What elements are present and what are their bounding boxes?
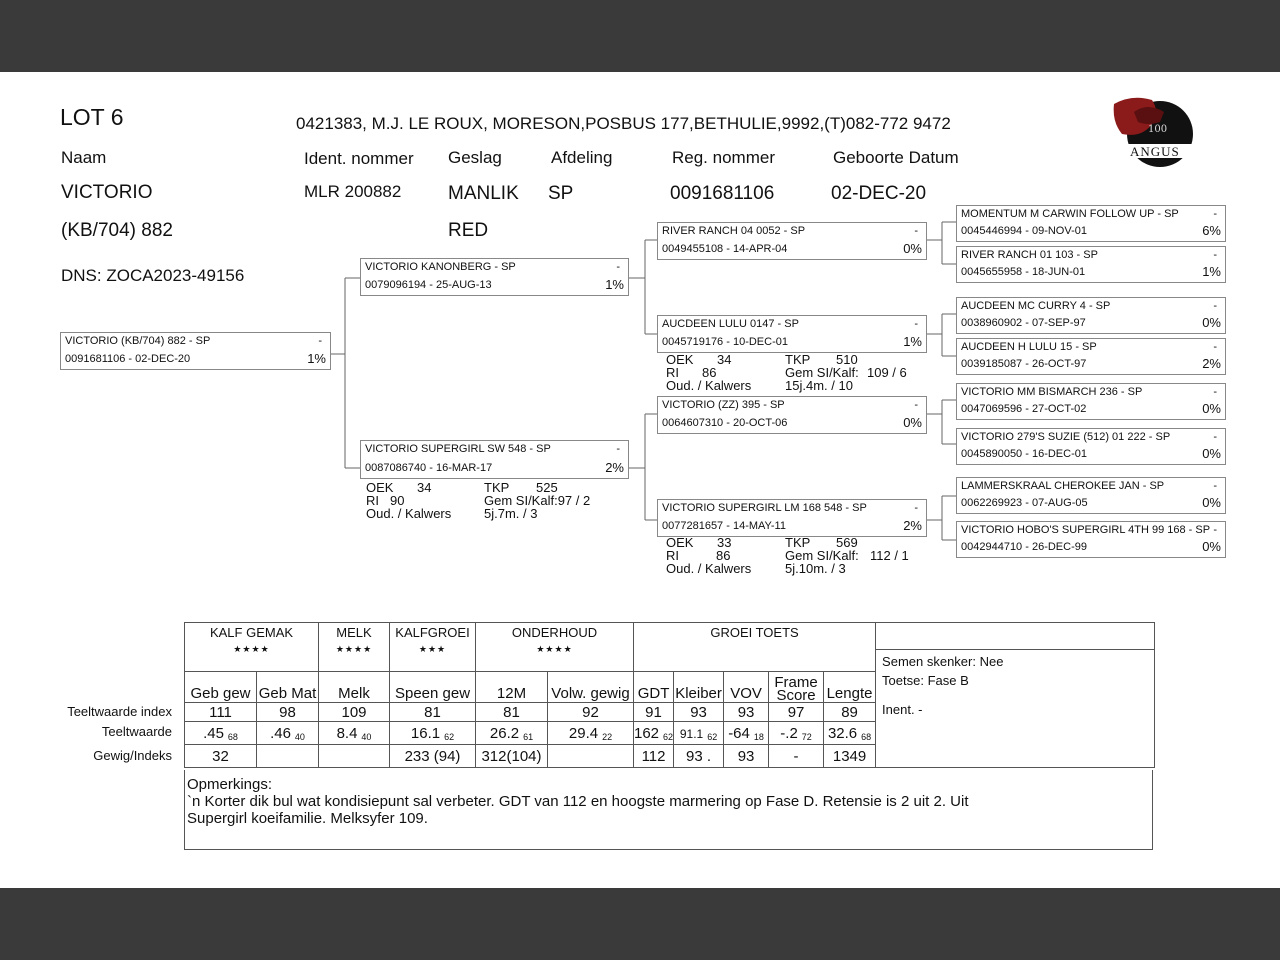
owner-details: 0421383, M.J. LE ROUX, MORESON,POSBUS 177,BETHULIE,9992,(T)082-772 9472 — [296, 114, 951, 133]
index-value: 98 — [257, 703, 319, 722]
logo-text: ANGUS — [1130, 144, 1180, 159]
col-header: GDT — [634, 672, 674, 703]
ebv-accuracy: 22 — [602, 731, 613, 742]
cat-kalf-gemak: KALF GEMAK ★★★★ — [185, 623, 319, 672]
cat-melk: MELK ★★★★ — [319, 623, 390, 672]
index-value: 91 — [634, 703, 674, 722]
index-value: 81 — [476, 703, 548, 722]
pedigree-gg7: LAMMERSKRAAL CHEROKEE JAN - SP - 0062269923 - 07-AUG-05 0% — [956, 477, 1226, 514]
remarks-box — [184, 770, 1153, 850]
row-label-index: Teeltwaarde index — [67, 704, 172, 719]
pedigree-gg4: AUCDEEN H LULU 15 - SP - 0039185087 - 26-OCT-97 2% — [956, 338, 1226, 375]
pedigree-gg8: VICTORIO HOBO'S SUPERGIRL 4TH 99 168 - SP - 0042944710 - 26-DEC-99 0% — [956, 521, 1226, 558]
side-info — [876, 623, 1155, 768]
ebv-value: 8.4 — [336, 724, 358, 742]
breeding-values-table — [184, 622, 1155, 768]
animal-colour: RED — [448, 220, 489, 241]
ebv-accuracy: 18 — [753, 731, 764, 742]
test-phase: Toetse: Fase B — [882, 673, 969, 688]
ebv-value: .45 — [203, 724, 224, 742]
ebv-value: .46 — [270, 724, 291, 742]
ebv-value: 16.1 — [410, 724, 441, 742]
ebv-cell — [824, 722, 876, 745]
index-value: 92 — [548, 703, 634, 722]
ebv-value: 91.1 — [679, 726, 704, 741]
ebv-value: -64 — [728, 724, 750, 742]
ebv-cell — [390, 722, 476, 745]
onderhoud-stars: ★★★★ — [536, 644, 573, 654]
remarks-line-2: Supergirl koeifamilie. Melksyfer 109. — [187, 810, 428, 827]
ebv-accuracy: 68 — [861, 731, 872, 742]
pedigree-gg1: MOMENTUM M CARWIN FOLLOW UP - SP - 0045446994 - 09-NOV-01 6% — [956, 205, 1226, 242]
weight-value — [548, 745, 634, 768]
pedigree-gg6: VICTORIO 279'S SUZIE (512) 01 222 - SP - 0045890050 - 16-DEC-01 0% — [956, 428, 1226, 465]
kalf-gemak-stars: ★★★★ — [233, 644, 270, 654]
weight-value: 93 — [724, 745, 769, 768]
remarks-label: Opmerkings: — [187, 776, 273, 793]
inoculation: Inent. - — [882, 702, 923, 717]
ebv-cell — [548, 722, 634, 745]
ebv-cell — [476, 722, 548, 745]
lot-number: LOT 6 — [60, 104, 124, 130]
pedigree-sire-sire: RIVER RANCH 04 0052 - SP - 0049455108 - 14-APR-04 0% — [657, 222, 927, 260]
remarks-line-1: `n Korter dik bul wat kondisiepunt sal verbeter. GDT van 112 en hoogste marmering op Fase D. Retensie is 2 uit 2. Uit — [187, 793, 969, 810]
pedigree-gg2: RIVER RANCH 01 103 - SP - 0045655958 - 18-JUN-01 1% — [956, 246, 1226, 283]
header-naam: Naam — [61, 148, 107, 167]
row-label-weight: Gewig/Indeks — [93, 748, 172, 763]
index-value: 81 — [390, 703, 476, 722]
weight-value: 93 . — [674, 745, 724, 768]
animal-sex: MANLIK — [448, 183, 519, 204]
logo-anniversary: 100 — [1148, 124, 1168, 135]
header-reg: Reg. nommer — [672, 148, 775, 167]
animal-section: SP — [548, 183, 574, 204]
col-header: Geb gew — [185, 672, 257, 703]
pedigree-sire-dam: AUCDEEN LULU 0147 - SP - 0045719176 - 10-DEC-01 1% — [657, 315, 927, 353]
animal-name: VICTORIO — [61, 182, 153, 203]
index-value: 89 — [824, 703, 876, 722]
subject-pct: 1% — [307, 351, 326, 366]
index-value: 93 — [674, 703, 724, 722]
weight-value: 233 (94) — [390, 745, 476, 768]
weight-value: - — [769, 745, 824, 768]
stats-dam-dam: OEK 33 RI 86 Oud. / Kalwers TKP 569 Gem SI/Kalf: 112 / 1 5j.10m. / 3 — [666, 535, 909, 576]
cat-groei-toets: GROEI TOETS — [634, 623, 876, 672]
index-value: 109 — [319, 703, 390, 722]
pedigree-gg5: VICTORIO MM BISMARCH 236 - SP - 0047069596 - 27-OCT-02 0% — [956, 383, 1226, 420]
ebv-accuracy: 62 — [663, 731, 674, 742]
index-value: 111 — [185, 703, 257, 722]
ebv-accuracy: 68 — [227, 731, 238, 742]
animal-dob: 02-DEC-20 — [831, 183, 927, 204]
pedigree-dam: VICTORIO SUPERGIRL SW 548 - SP - 0087086740 - 16-MAR-17 2% — [360, 440, 629, 479]
col-header: Speen gew — [390, 672, 476, 703]
col-header: Melk — [319, 672, 390, 703]
weight-value — [257, 745, 319, 768]
header-ident: Ident. nommer — [304, 149, 414, 168]
col-header: Kleiber — [674, 672, 724, 703]
ebv-accuracy: 62 — [444, 731, 455, 742]
lot-sheet — [0, 72, 1280, 888]
weight-value: 312(104) — [476, 745, 548, 768]
ebv-cell — [634, 722, 674, 745]
weight-value: 112 — [634, 745, 674, 768]
ebv-cell — [724, 722, 769, 745]
ebv-accuracy: 40 — [294, 731, 305, 742]
col-header: VOV — [724, 672, 769, 703]
col-header: Frame Score — [769, 672, 824, 703]
melk-stars: ★★★★ — [335, 644, 373, 654]
cat-onderhoud: ONDERHOUD ★★★★ — [476, 623, 634, 672]
col-header: Lengte — [824, 672, 876, 703]
ebv-accuracy: 61 — [523, 731, 534, 742]
pedigree-dam-dam: VICTORIO SUPERGIRL LM 168 548 - SP - 0077281657 - 14-MAY-11 2% — [657, 499, 927, 537]
index-value: 93 — [724, 703, 769, 722]
ebv-accuracy: 62 — [707, 731, 718, 742]
row-label-ebv: Teeltwaarde — [101, 724, 172, 739]
weight-value — [319, 745, 390, 768]
weight-value: 1349 — [824, 745, 876, 768]
semen-donor: Semen skenker: Nee — [876, 649, 1154, 669]
stats-sire-dam: OEK 34 RI 86 Oud. / Kalwers TKP 510 Gem SI/Kalf: 109 / 6 15j.4m. / 10 — [666, 352, 907, 393]
col-header: Geb Mat — [257, 672, 319, 703]
pedigree-sire: VICTORIO KANONBERG - SP - 0079096194 - 25-AUG-13 1% — [360, 258, 629, 296]
stats-dam: OEK 34 RI 90 Oud. / Kalwers TKP 525 Gem SI/Kalf:97 / 2 5j.7m. / 3 — [366, 480, 591, 521]
ebv-value: 29.4 — [568, 724, 599, 742]
ebv-cell — [319, 722, 390, 745]
subject-reg: 0091681106 - 02-DEC-20 — [65, 353, 191, 365]
pedigree-gg3: AUCDEEN MC CURRY 4 - SP - 0038960902 - 07-SEP-97 0% — [956, 297, 1226, 334]
col-header: Volw. gewig — [548, 672, 634, 703]
header-geboorte: Geboorte Datum — [833, 148, 959, 167]
ebv-value: 162 — [634, 724, 660, 742]
ebv-cell — [185, 722, 257, 745]
ebv-value: 26.2 — [489, 724, 520, 742]
header-afdeling: Afdeling — [551, 148, 613, 167]
kalfgroei-stars: ★★★ — [418, 644, 447, 654]
index-value: 97 — [769, 703, 824, 722]
animal-reg: 0091681106 — [670, 183, 775, 204]
subject-name: VICTORIO (KB/704) 882 - SP — [65, 335, 211, 347]
ebv-value: 32.6 — [827, 724, 858, 742]
weight-value: 32 — [185, 745, 257, 768]
cat-kalfgroei: KALFGROEI ★★★ — [390, 623, 476, 672]
pedigree-subject: VICTORIO (KB/704) 882 - SP - 0091681106 - 02-DEC-20 1% — [60, 332, 331, 370]
ebv-cell — [257, 722, 319, 745]
ebv-accuracy: 72 — [801, 731, 812, 742]
animal-dns: DNS: ZOCA2023-49156 — [61, 266, 245, 285]
ebv-accuracy: 40 — [361, 731, 372, 742]
animal-ident: MLR 200882 — [304, 182, 402, 201]
header-geslag: Geslag — [448, 148, 502, 167]
ebv-value: -.2 — [780, 724, 798, 742]
pedigree-dam-sire: VICTORIO (ZZ) 395 - SP - 0064607310 - 20-OCT-06 0% — [657, 396, 927, 434]
col-header: 12M — [476, 672, 548, 703]
animal-name-2: (KB/704) 882 — [61, 220, 173, 241]
ebv-cell — [769, 722, 824, 745]
ebv-cell — [674, 722, 724, 745]
